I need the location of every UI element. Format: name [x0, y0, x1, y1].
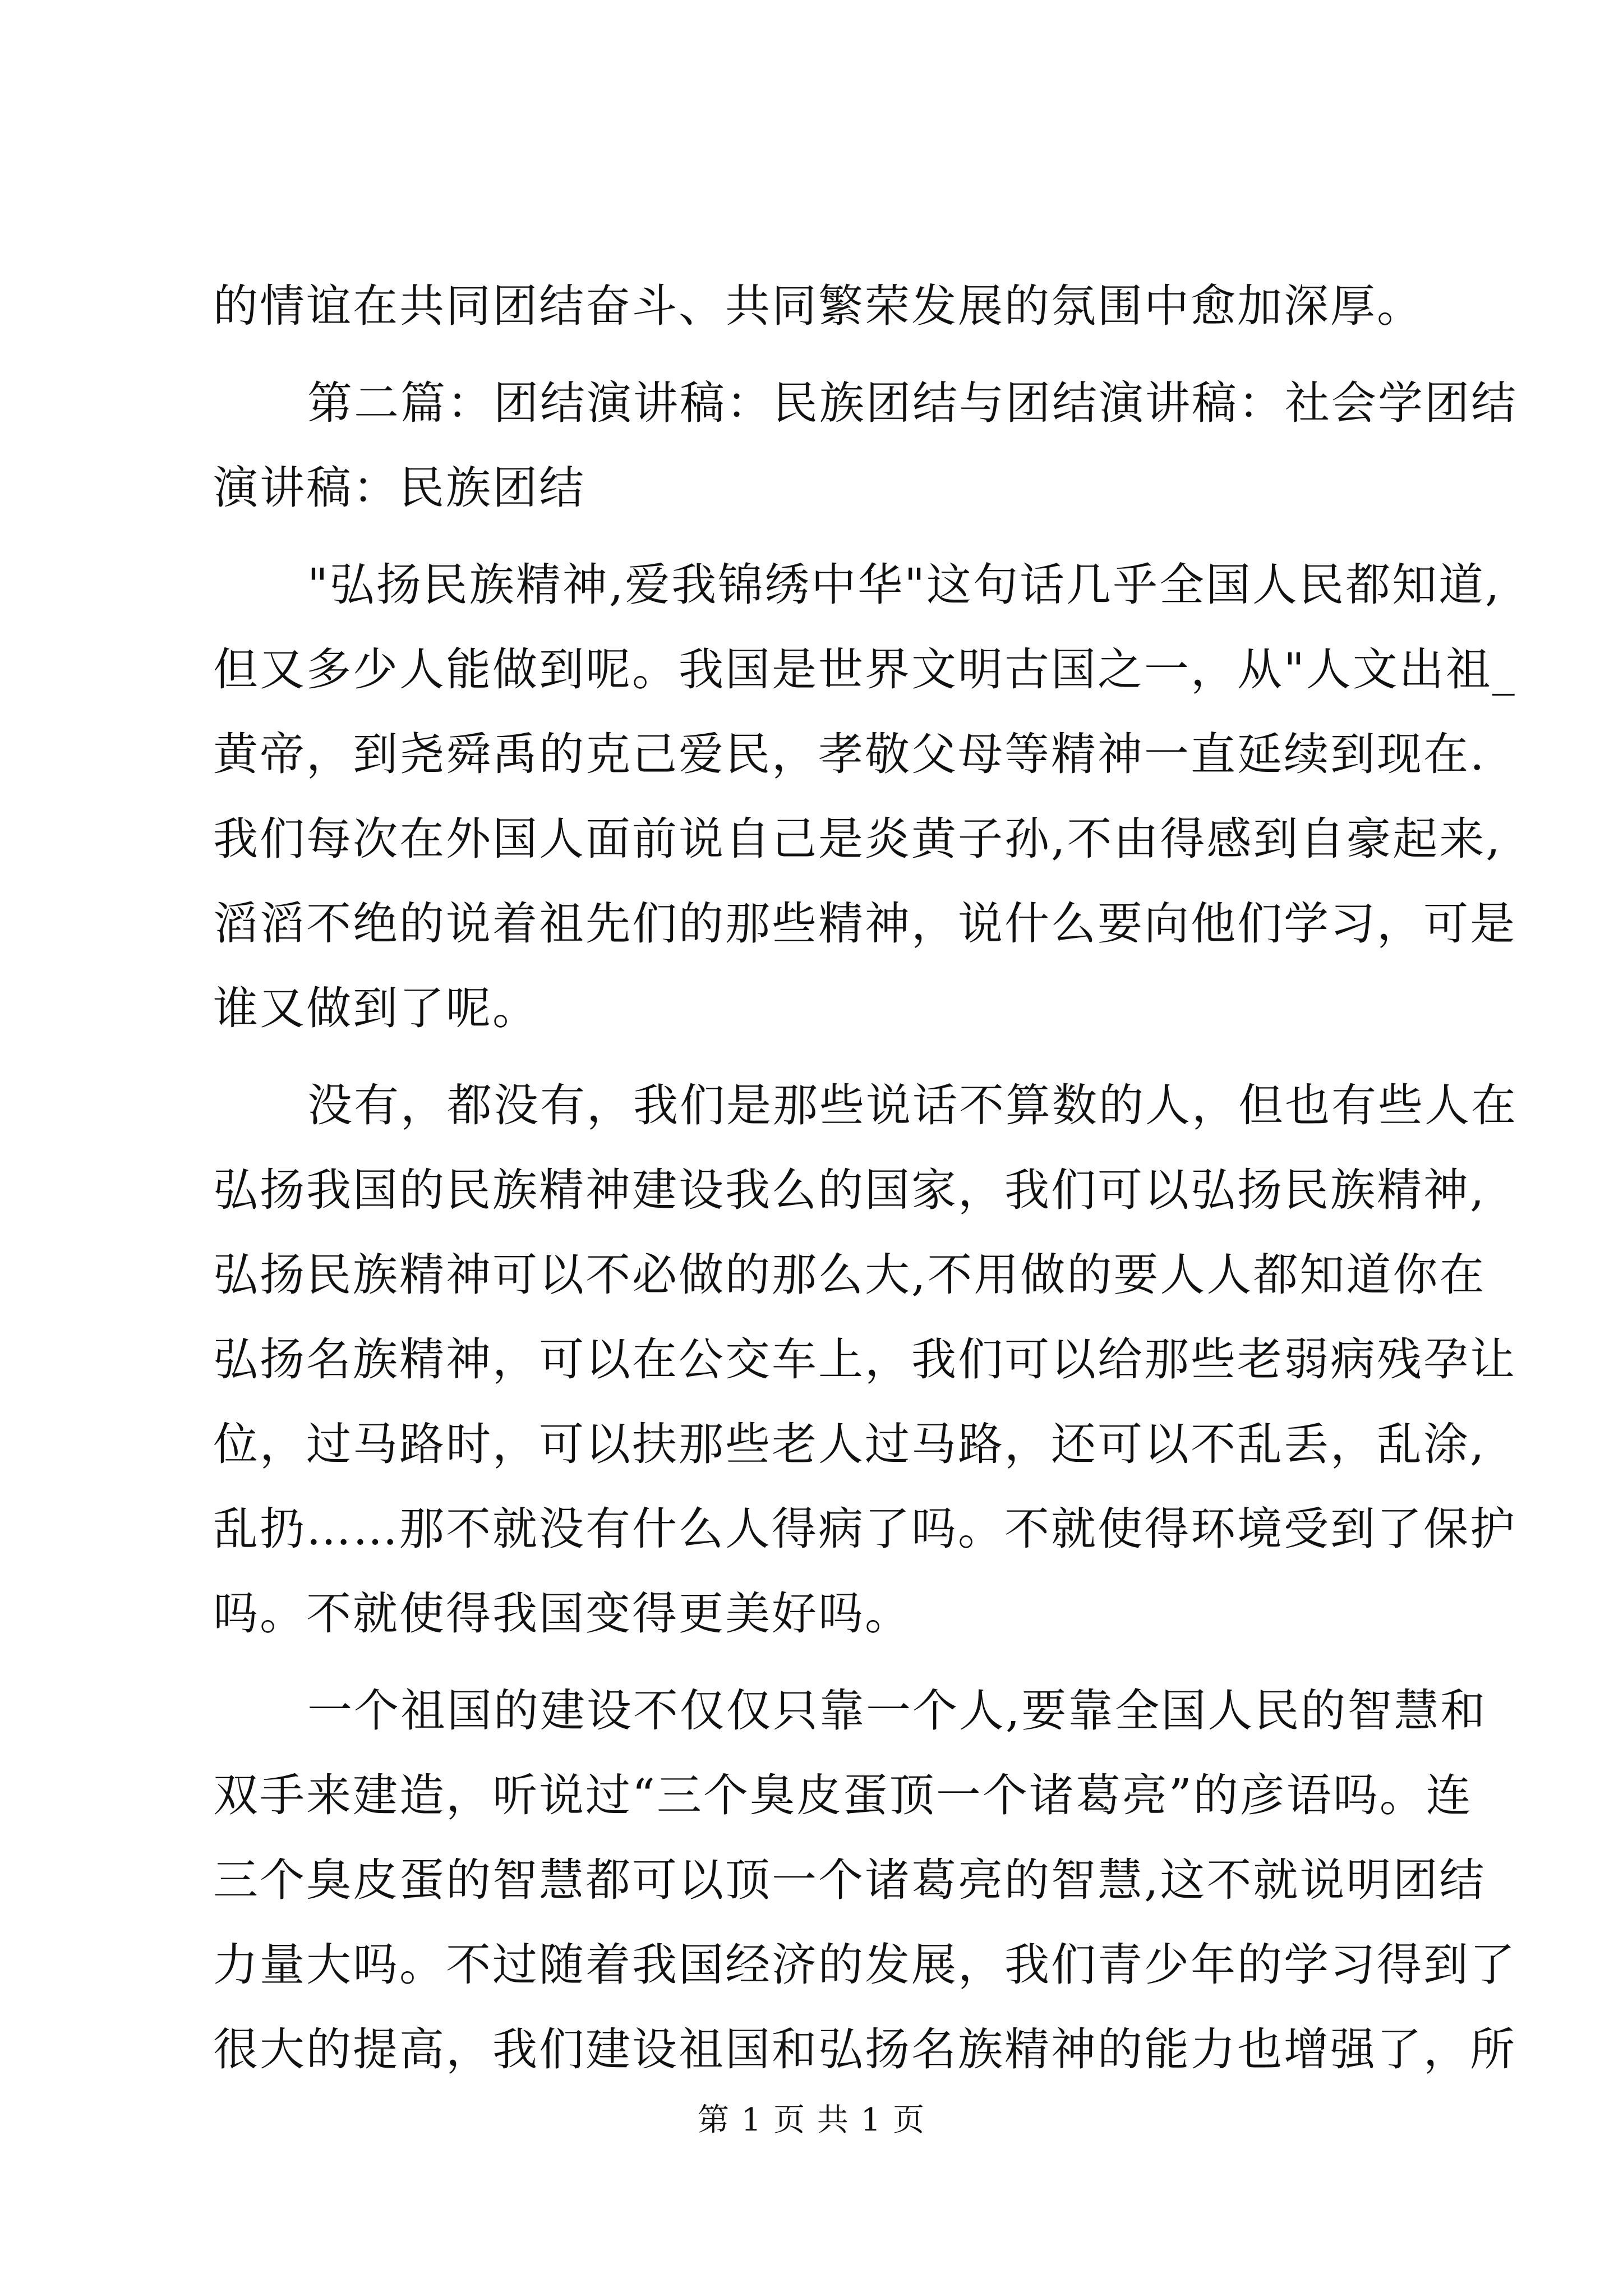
text-line: 乱扔……那不就没有什么人得病了吗。不就使得环境受到了保护 — [213, 1503, 1516, 1555]
document-body — [213, 264, 1518, 2092]
text-line: 谁又做到了呢。 — [213, 982, 539, 1034]
text-line: 弘扬我国的民族精神建设我么的国家，我们可以弘扬民族精神, — [213, 1164, 1486, 1216]
text-line: 黄帝，到尧舜禹的克己爱民，孝敬父母等精神一直延续到现在. — [213, 728, 1486, 780]
text-line: "弘扬民族精神,爱我锦绣中华"这句话几乎全国人民都知道, — [307, 559, 1501, 611]
text-line: 很大的提高，我们建设祖国和弘扬名族精神的能力也增强了，所 — [213, 2023, 1516, 2076]
text-line: 三个臭皮蛋的智慧都可以顶一个诸葛亮的智慧,这不就说明团结 — [213, 1854, 1486, 1906]
text-line: 的情谊在共同团结奋斗、共同繁荣发展的氛围中愈加深厚。 — [213, 280, 1423, 332]
text-line: 没有，都没有，我们是那些说话不算数的人，但也有些人在 — [307, 1079, 1518, 1131]
text-line: 双手来建造，听说过“三个臭皮蛋顶一个诸葛亮”的彦语吗。连 — [213, 1769, 1473, 1821]
text-line: 一个祖国的建设不仅仅只靠一个人,要靠全国人民的智慧和 — [307, 1685, 1487, 1737]
text-line: 滔滔不绝的说着祖先们的那些精神，说什么要向他们学习，可是 — [213, 898, 1516, 950]
text-line: 力量大吗。不过随着我国经济的发展，我们青少年的学习得到了 — [213, 1939, 1516, 1991]
text-line: 弘扬名族精神，可以在公交车上，我们可以给那些老弱病残孕让 — [213, 1333, 1516, 1386]
text-line: 弘扬民族精神可以不必做的那么大,不用做的要人人都知道你在 — [213, 1249, 1486, 1301]
text-line: 位，过马路时，可以扶那些老人过马路，还可以不乱丢，乱涂, — [213, 1418, 1486, 1470]
text-line: 第二篇：团结演讲稿：民族团结与团结演讲稿：社会学团结 — [307, 377, 1518, 429]
text-line: 演讲稿：民族团结 — [213, 462, 585, 514]
text-line: 吗。不就使得我国变得更美好吗。 — [213, 1588, 911, 1640]
text-line: 但又多少人能做到呢。我国是世界文明古国之一，从"人文出祖_ — [213, 643, 1516, 696]
text-line: 我们每次在外国人面前说自己是炎黄子孙,不由得感到自豪起来, — [213, 813, 1502, 865]
page-footer: 第 1 页 共 1 页 — [697, 2102, 926, 2138]
